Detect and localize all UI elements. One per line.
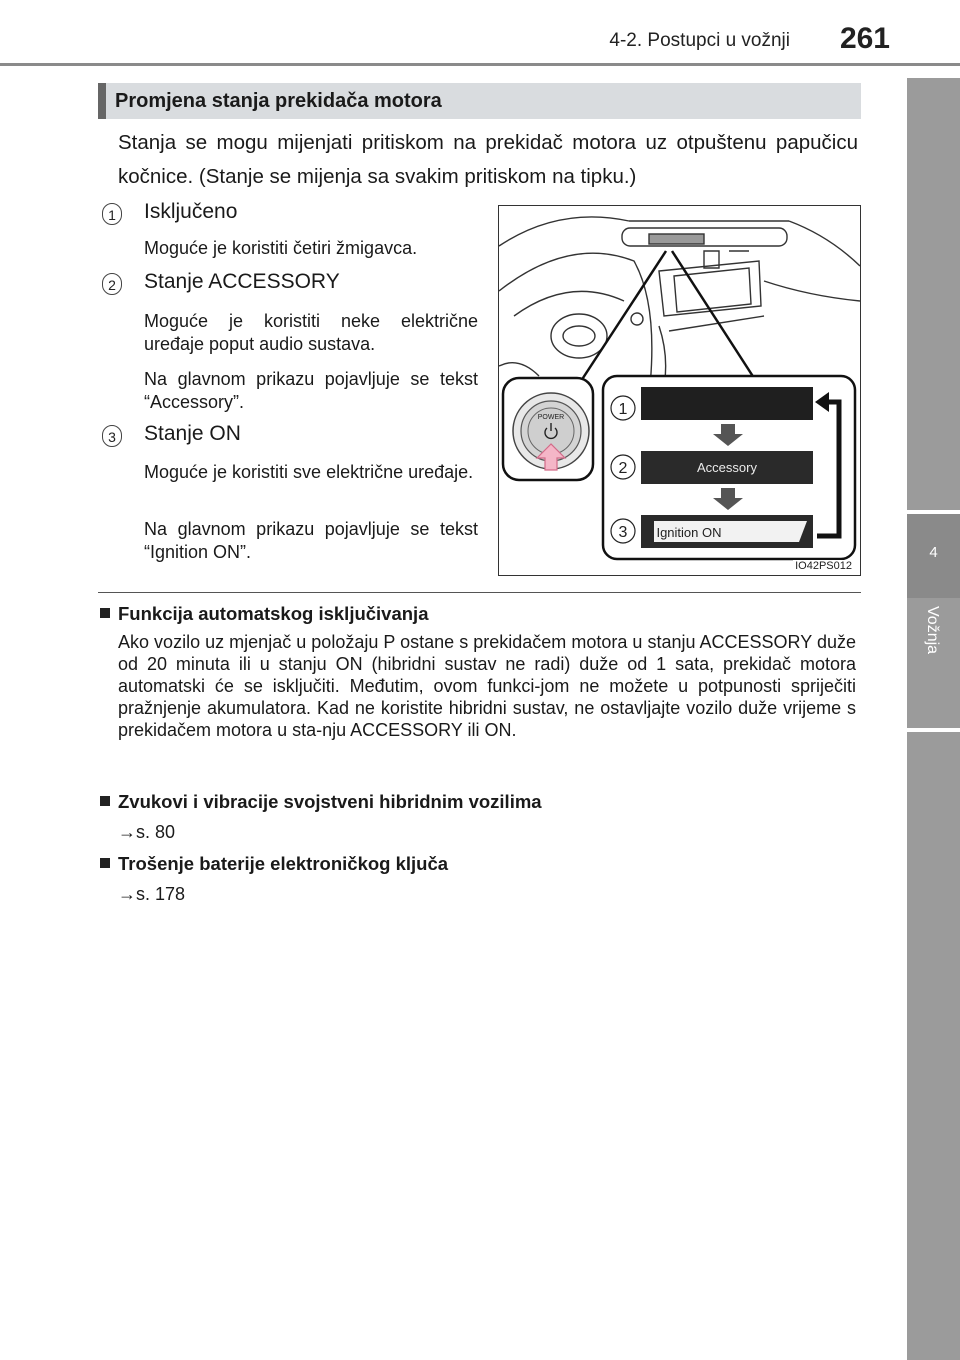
notice-1-title [100,603,429,625]
state-3-title: Stanje ON [144,422,241,445]
figure-badge-1-num: 1 [618,401,628,418]
bullet-square-icon [100,608,110,618]
notice-2-ref[interactable]: →s. 80 [118,822,176,842]
state-2-title: Stanje ACCESSORY [144,270,340,293]
display-off [641,387,813,420]
notice-2-title-text: Zvukovi i vibracije svojstveni hibridnim vozilima [118,791,542,812]
state-1-desc: Moguće je koristiti četiri žmigavca. [144,238,418,258]
header-rule [0,63,960,66]
side-tab-strip-bottom [907,732,960,1360]
side-tab-number: 4 [907,514,960,598]
bullet-square-icon [100,858,110,868]
state-1-badge: 1 [102,203,122,225]
side-tab-label-box [907,598,960,728]
section-header-bar [98,83,106,119]
section-title: Promjena stanja prekidača motora [115,90,442,112]
notice-1-title-text: Funkcija automatskog isključivanja [118,603,429,624]
display-ignition-text: Ignition ON [656,525,722,540]
section-intro: Stanja se mogu mijenjati pritiskom na prekidač motora uz otpuštenu papučicu kočnice. (Stanje se mijenja sa svakim pritiskom na tipku.) [118,131,858,188]
notice-3-title [100,853,448,875]
notice-1-body: Ako vozilo uz mjenjač u položaju P ostane s prekidačem motora u stanju ACCESSORY duže od 20 minuta ili u stanju ON (hibridni sustav ne radi) duže od 1 sata, prekidač motora automatski će se isključiti. Međutim, ovom funkci-jom ne možete u potpunosti spriječiti pražnjenje akumulatora. Kad ne koristite hibridni sustav, ne ostavljajte vozilo duže vrijeme s prekidačem motora u sta-nju ACCESSORY ili ON. [118,632,856,740]
dashboard-illustration [499,206,860,575]
notice-2-title [100,791,542,813]
header-chapter: 4-2. Postupci u vožnji [609,30,790,51]
notice-3-title-text: Trošenje baterije elektroničkog ključa [118,853,449,874]
page-number: 261 [839,22,890,55]
section-divider [98,592,861,593]
bullet-square-icon [100,796,110,806]
state-3-desc-2: Na glavnom prikazu pojavljuje se tekst “Ignition ON”. [144,519,478,562]
chapter-side-tab [907,0,960,1360]
figure-badge-2-num: 2 [618,460,628,477]
figure-badge-3-num: 3 [618,524,628,541]
state-3-desc-1: Moguće je koristiti sve električne uređaje. [144,462,474,482]
state-3-badge: 3 [102,425,122,447]
power-button-label: POWER [537,414,565,421]
figure-code: IO42PS012 [795,560,852,572]
state-2-badge: 2 [102,273,122,295]
section-header [98,83,861,119]
side-tab-label: Vožnja [924,606,941,655]
notice-3-ref[interactable]: →s. 178 [118,884,186,904]
power-switch-figure [498,205,861,576]
state-1-title: Isključeno [144,200,238,223]
state-2-desc-2: Na glavnom prikazu pojavljuje se tekst “Accessory”. [144,369,478,412]
display-accessory-text: Accessory [697,460,757,475]
side-tab-strip [907,78,960,510]
state-2-desc-1: Moguće je koristiti neke električne uređaje poput audio sustava. [144,311,478,354]
